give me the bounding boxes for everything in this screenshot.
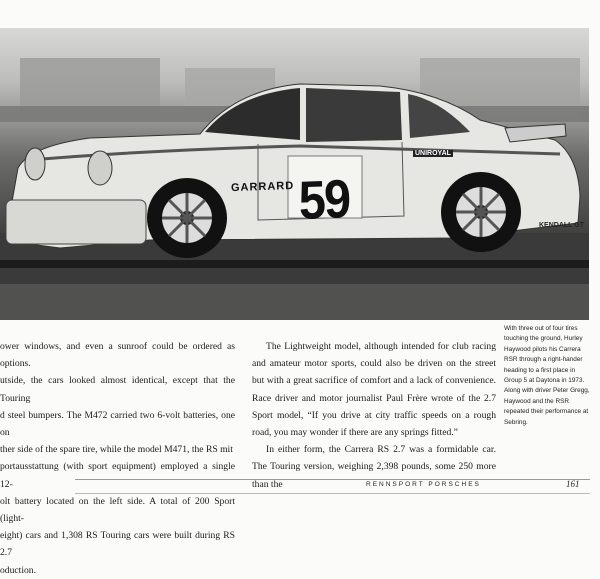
sponsor-decal: GARRARD: [230, 179, 295, 195]
left-line: ower windows, and even a sunroof could be ordered as options.: [0, 341, 235, 370]
left-line: utside, the cars looked almost identical, except that the Touring: [0, 375, 235, 404]
race-car-photo: [0, 28, 589, 320]
left-line: oduction.: [0, 564, 36, 576]
footer-rule: [75, 479, 590, 480]
left-line: d steel bumpers. The M472 carried two 6-volt batteries, one on: [0, 409, 235, 439]
body-paragraph: In either form, the Carrera RS 2.7 was a formidable car. The Touring version, weighing 2,398 pounds, some 250 more than the: [252, 444, 496, 490]
left-text-column: [0, 338, 235, 579]
window-sticker: UNIROYAL: [415, 150, 451, 157]
tire-decal: KENDALL GT: [539, 222, 584, 229]
left-line: portausstattung (with sport equipment) employed a single 12-: [0, 461, 235, 490]
middle-text-column: [252, 338, 496, 493]
footer-rule: [75, 493, 590, 494]
page-number: 161: [566, 479, 580, 489]
body-paragraph: The Lightweight model, although intended for club racing and amateur motor sports, could also be driven on the street but with a great sacrifice of comfort and a lack of convenience. Race driver and motor journalist Paul Frère wrote of the 2.7 Sport model, “If you drive at city traffic speeds on a rough road, you may wonder if there are any springs fitted.”: [252, 341, 496, 439]
left-line: olt battery located on the left side. A total of 200 Sport (light-: [0, 495, 235, 525]
running-head: RENNSPORT PORSCHES: [366, 481, 481, 488]
photo-caption: With three out of four tires touching the ground, Hurley Haywood pilots his Carrera RSR through a right-hander heading to a first place in Group 5 at Daytona in 1973. Along with driver Peter Gregg, Haywood and the RSR repeated their performance at Sebring.: [504, 325, 590, 426]
left-line: eight) cars and 1,308 RS Touring cars were built during RS 2.7: [0, 530, 235, 559]
left-line: ther side of the spare tire, while the model M471, the RS mit: [0, 444, 233, 456]
race-number: 59: [297, 169, 351, 231]
